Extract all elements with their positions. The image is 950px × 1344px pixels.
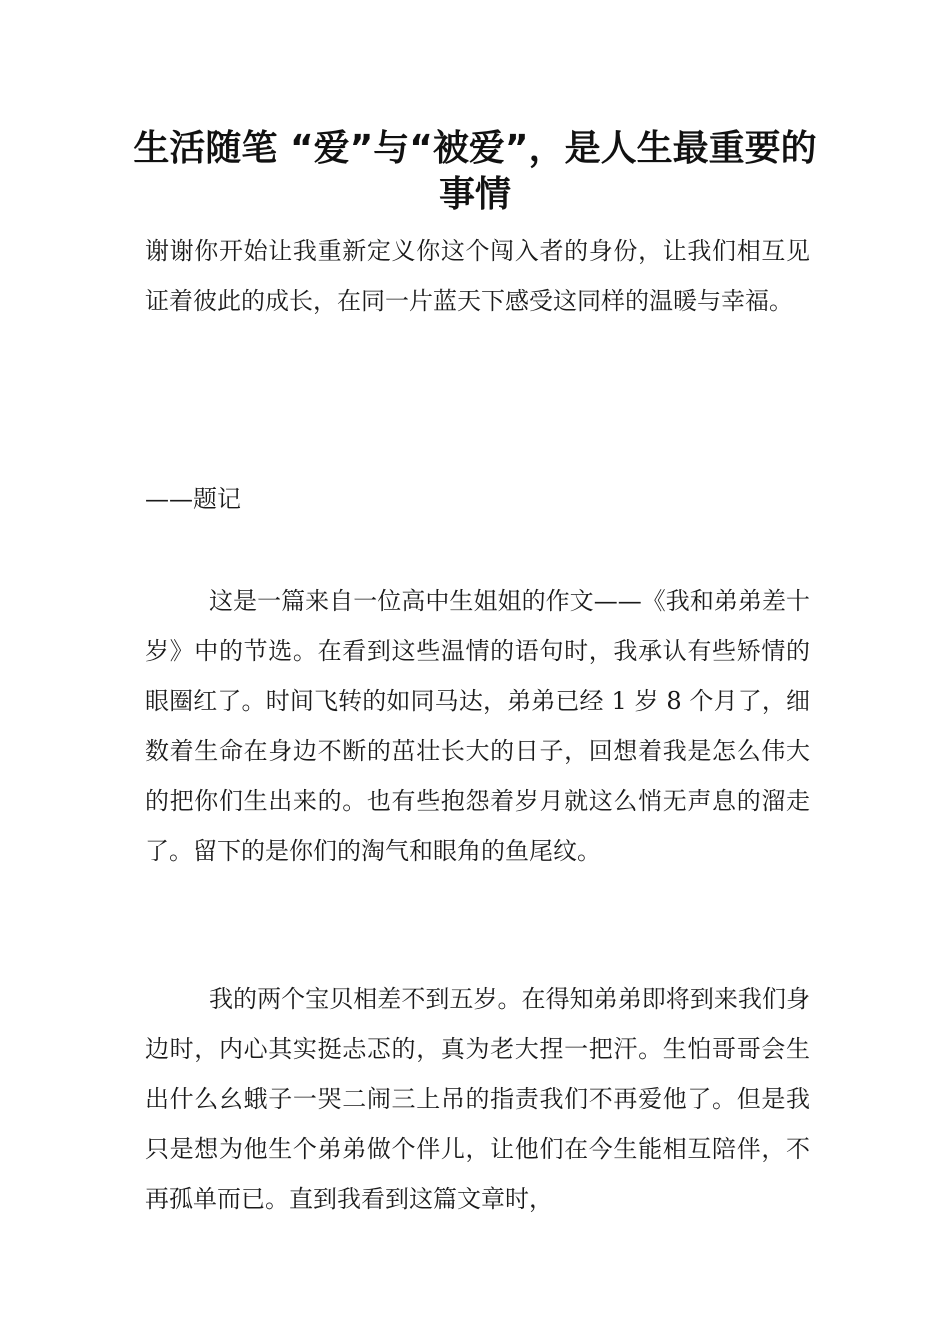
document-title: 生活随笔 “爱”与“被爱”，是人生最重要的事情 [133, 128, 817, 215]
body-paragraph-1: 这是一篇来自一位高中生姐姐的作文——《我和弟弟差十岁》中的节选。在看到这些温情的语句时，我承认有些矫情的眼圈红了。时间飞转的如同马达，弟弟已经 1 岁 8 个月了，细数着生命在身边不断的茁壮长大的日子，回想着我是怎么伟大的把你们生出来的。也有些抱怨着岁月就这么悄无声息的溜走了。留下的是你们的淘气和眼角的鱼尾纹。 [145, 587, 810, 865]
inscription-line: ——题记 [145, 485, 241, 513]
intro-paragraph: 谢谢你开始让我重新定义你这个闯入者的身份，让我们相互见证着彼此的成长，在同一片蓝天下感受这同样的温暖与幸福。 [145, 237, 810, 315]
body-paragraph-2: 我的两个宝贝相差不到五岁。在得知弟弟即将到来我们身边时，内心其实挺忐忑的，真为老大捏一把汗。生怕哥哥会生出什么幺蛾子一哭二闹三上吊的指责我们不再爱他了。但是我只是想为他生个弟弟做个伴儿，让他们在今生能相互陪伴，不再孤单而已。直到我看到这篇文章时， [145, 985, 810, 1213]
